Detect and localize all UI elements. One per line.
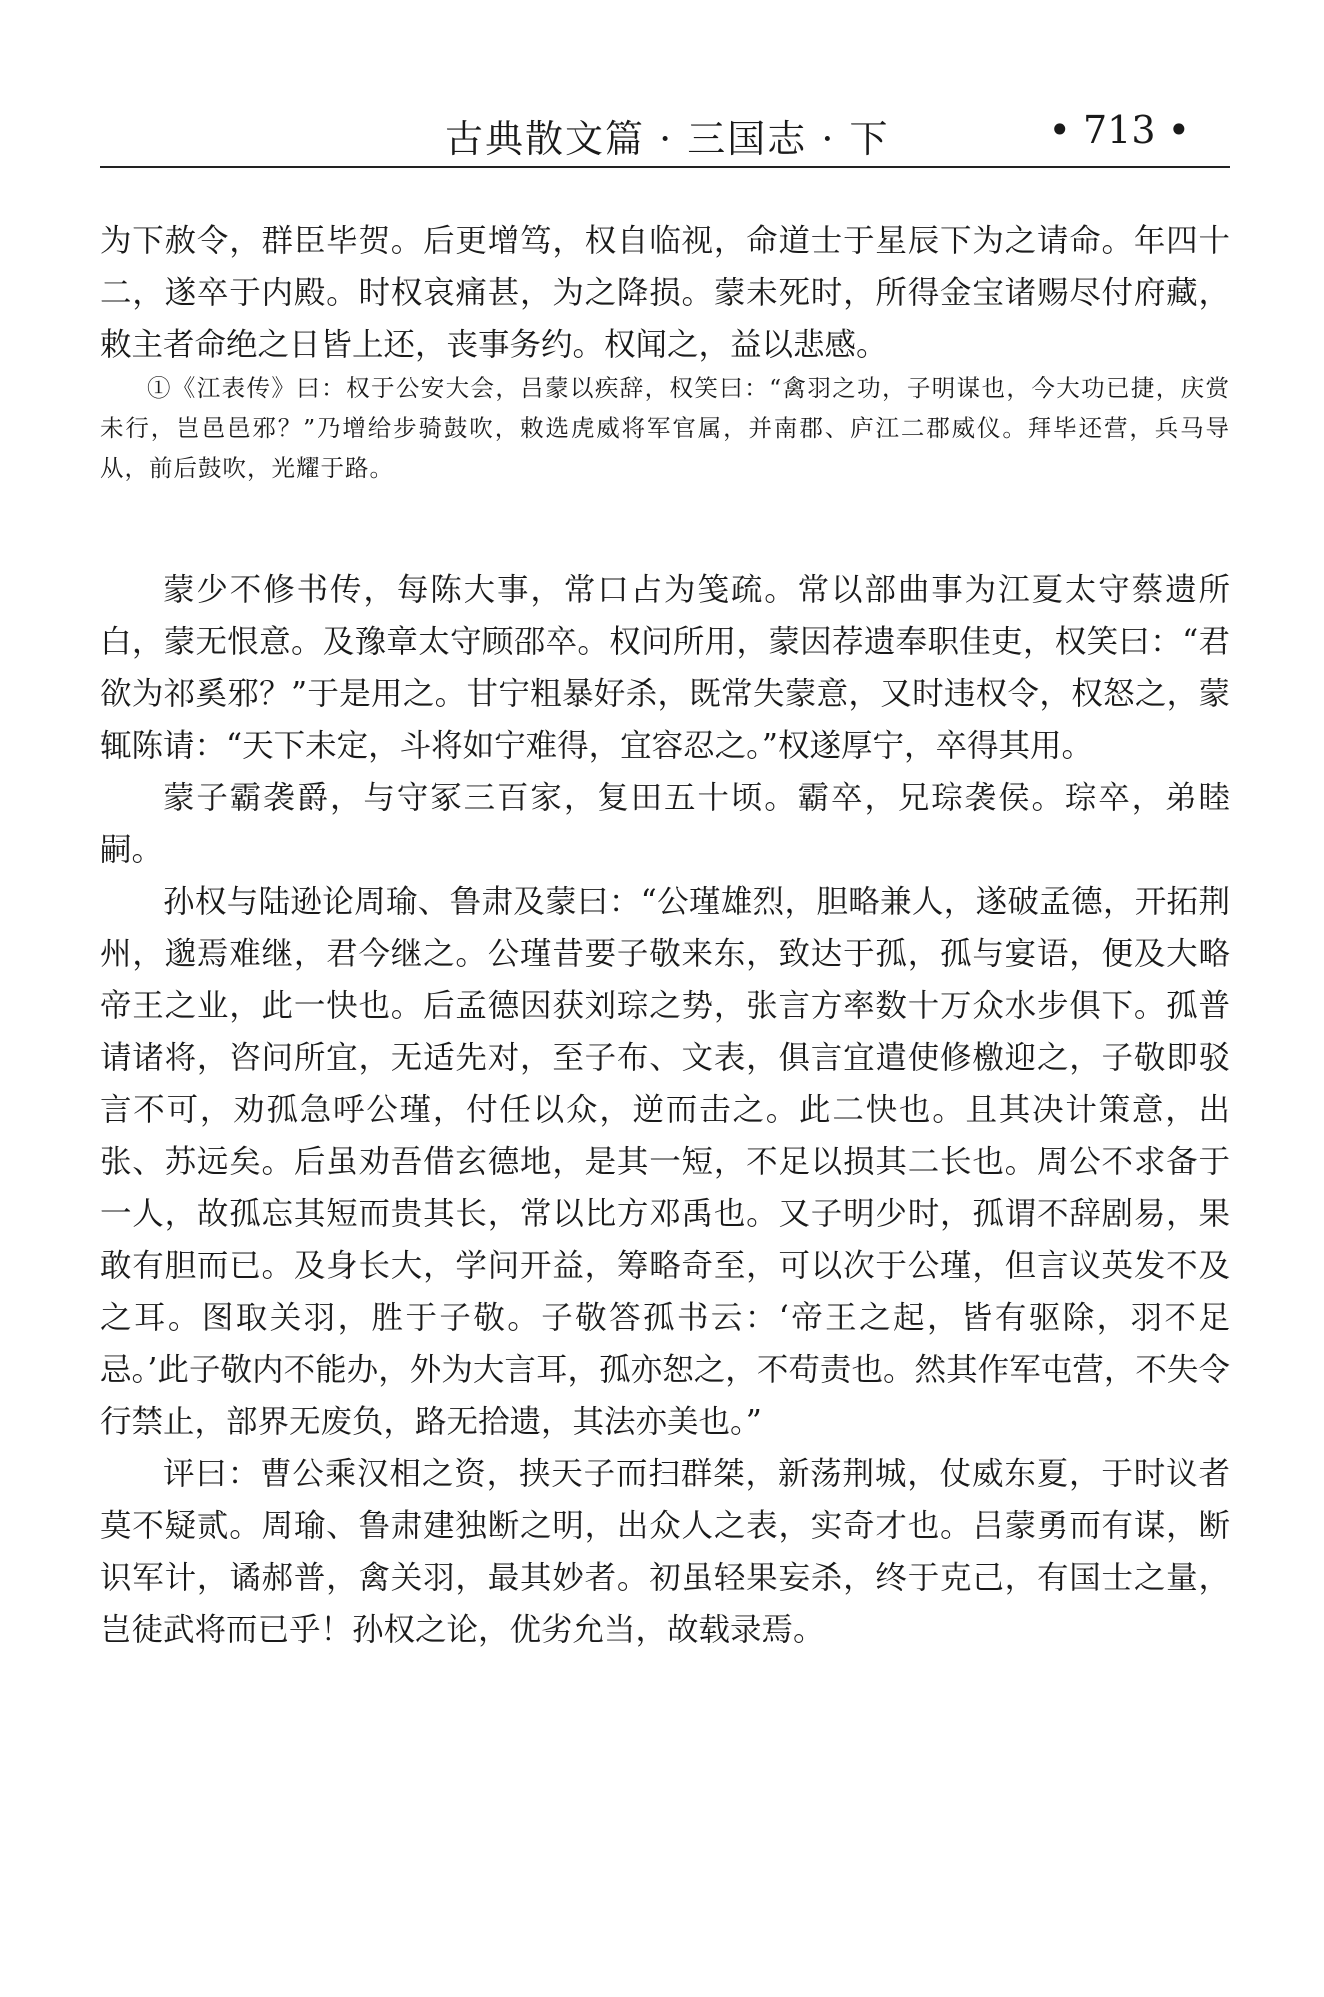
- paragraph-5: 评曰：曹公乘汉相之资，挟天子而扫群桀，新荡荆城，仗威东夏，于时议者莫不疑贰。周瑜、鲁肃建独断之明，出众人之表，实奇才也。吕蒙勇而有谋，断识军计，谲郝普，禽关羽，最其妙者。初虽轻果妄杀，终于克己，有国士之量，岂徒武将而已乎！孙权之论，优劣允当，故载录焉。: [100, 1456, 1230, 1648]
- paragraph-3: 蒙子霸袭爵，与守冢三百家，复田五十顷。霸卒，兄琮袭侯。琮卒，弟睦嗣。: [100, 780, 1230, 868]
- main-text: [100, 564, 1230, 1656]
- paragraph-1: 为下赦令，群臣毕贺。后更增笃，权自临视，命道士于星辰下为之请命。年四十二，遂卒于内殿。时权哀痛甚，为之降损。蒙未死时，所得金宝诸赐尽付府藏，敕主者命绝之日皆上还，丧事务约。权闻之，益以悲感。: [100, 223, 1230, 363]
- paragraph-2: 蒙少不修书传，每陈大事，常口占为笺疏。常以部曲事为江夏太守蔡遗所白，蒙无恨意。及豫章太守顾邵卒。权问所用，蒙因荐遗奉职佳吏，权笑曰：“君欲为祁奚邪？”于是用之。甘宁粗暴好杀，既常失蒙意，又时违权令，权怒之，蒙辄陈请：“天下未定，斗将如宁难得，宜容忍之。”权遂厚宁，卒得其用。: [100, 572, 1230, 764]
- footnote-1: ①《江表传》曰：权于公安大会，吕蒙以疾辞，权笑曰：“禽羽之功，子明谋也，今大功已捷，庆赏未行，岂邑邑邪？”乃增给步骑鼓吹，敕选虎威将军官属，并南郡、庐江二郡威仪。拜毕还营，兵马导从，前后鼓吹，光耀于路。: [100, 374, 1230, 482]
- running-header: [100, 100, 1230, 168]
- main-text-top: [100, 215, 1230, 371]
- running-title: 古典散文篇 · 三国志 · 下: [445, 117, 890, 161]
- footnote: [100, 368, 1230, 488]
- paragraph-4: 孙权与陆逊论周瑜、鲁肃及蒙曰：“公瑾雄烈，胆略兼人，遂破孟德，开拓荆州，邈焉难继，君今继之。公瑾昔要子敬来东，致达于孤，孤与宴语，便及大略帝王之业，此一快也。后孟德因获刘琮之势，张言方率数十万众水步俱下。孤普请诸将，咨问所宜，无适先对，至子布、文表，俱言宜遣使修檄迎之，子敬即驳言不可，劝孤急呼公瑾，付任以众，逆而击之。此二快也。且其决计策意，出张、苏远矣。后虽劝吾借玄德地，是其一短，不足以损其二长也。周公不求备于一人，故孤忘其短而贵其长，常以比方邓禹也。又子明少时，孤谓不辞剧易，果敢有胆而已。及身长大，学问开益，筹略奇至，可以次于公瑾，但言议英发不及之耳。图取关羽，胜于子敬。子敬答孤书云：‘帝王之起，皆有驱除，羽不足忌。’此子敬内不能办，外为大言耳，孤亦恕之，不苟责也。然其作军屯营，不失令行禁止，部界无废负，路无拾遗，其法亦美也。”: [100, 884, 1230, 1440]
- page-number: • 713 •: [1048, 108, 1190, 152]
